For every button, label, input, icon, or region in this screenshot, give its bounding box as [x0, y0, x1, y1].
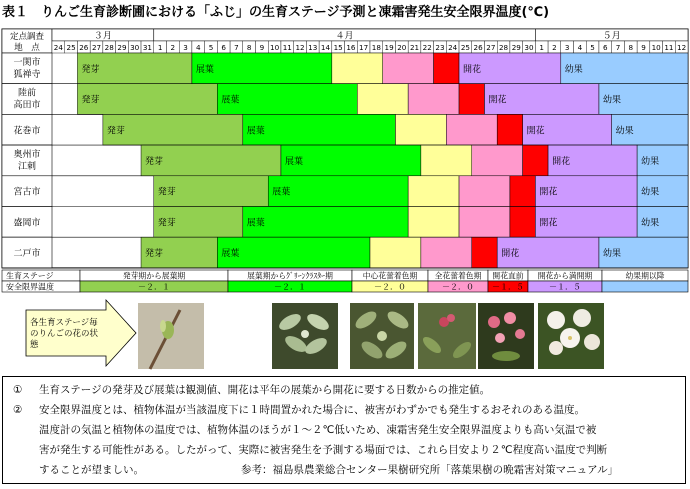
stage-bar-label: 展葉 [246, 218, 265, 229]
stage-bar-label: 発芽 [145, 249, 164, 260]
note-2-line-4: することが望ましい。 [39, 464, 144, 476]
stage-bar-label: 展葉 [221, 95, 240, 106]
stage-bar-label: 展葉 [272, 187, 291, 198]
day-label: 2 [170, 43, 176, 52]
stage-header-label: 生育ステージ [6, 271, 54, 281]
stage-bar-label: 幼果 [641, 187, 660, 198]
temp-value: －２．１ [138, 282, 170, 292]
day-label: 17 [359, 43, 369, 52]
stage-bar-label: 開花 [539, 218, 558, 229]
temp-value: －２．１ [274, 282, 306, 292]
stage-bar-label: 発芽 [81, 95, 100, 106]
day-label: 28 [498, 43, 509, 52]
day-label: 26 [79, 43, 89, 52]
day-label: 24 [448, 43, 458, 52]
day-label: 6 [603, 43, 608, 52]
day-label: 4 [195, 43, 201, 52]
stage-name-label: 開花から満開期 [537, 271, 593, 281]
photo-bud-stage [138, 303, 204, 369]
day-label: 21 [409, 43, 420, 52]
day-label: 15 [333, 43, 343, 52]
stage-bar-label: 開花 [539, 187, 558, 198]
photo-green-cluster-stage [350, 303, 414, 369]
day-label: 9 [259, 43, 265, 52]
temp-value: －１．５ [549, 282, 581, 292]
temp-value: －２．０ [442, 282, 474, 292]
day-label: 11 [664, 43, 674, 52]
location-name-line-1: 奥州市 [13, 150, 41, 161]
day-label: 4 [577, 43, 583, 52]
day-label: 18 [371, 43, 381, 52]
stage-bar-label: 開花 [526, 126, 545, 137]
stage-name-label: 発芽期から展葉期 [122, 271, 186, 281]
day-label: 25 [66, 43, 76, 52]
day-label: 3 [183, 43, 188, 52]
stage-name-label: 開花直前 [492, 271, 524, 281]
stage-bar-label: 開花 [488, 95, 507, 106]
callout-label: 各生育ステージ毎のりんごの花の状態 [30, 318, 99, 350]
month-label: ５月 [602, 31, 621, 42]
note-marker-1: ① [13, 384, 23, 396]
day-label: 1 [157, 43, 163, 52]
photo-pink-bud-stage [418, 303, 476, 369]
location-name: 二戸市 [13, 249, 41, 260]
stage-bar-label: 幼果 [615, 126, 634, 137]
day-label: 26 [473, 43, 483, 52]
stage-bar-label: 幼果 [602, 249, 621, 260]
day-label: 13 [308, 43, 318, 52]
day-label: 23 [435, 43, 445, 52]
stage-bar-label: 発芽 [81, 64, 100, 75]
temp-value: －１．５ [492, 282, 524, 292]
day-label: 24 [53, 43, 63, 52]
temp-value: －２．０ [374, 282, 406, 292]
day-label: 10 [270, 43, 280, 52]
photo-leaf-stage [272, 303, 338, 369]
photo-bloom-stage [538, 303, 604, 369]
stage-bar-label: 開花 [552, 156, 571, 167]
day-label: 29 [511, 43, 521, 52]
stage-bar-label: 展葉 [284, 156, 303, 167]
photo-prebloom-stage [478, 303, 534, 369]
day-label: 11 [282, 43, 292, 52]
note-1-line-1: 生育ステージの発芽及び展葉は観測値、開花は平年の展葉から開花に要する日数からの推定値。 [39, 384, 491, 396]
stage-name-label: 展葉期からｸﾞﾘｰﾝｸﾗｽﾀｰ期 [247, 271, 333, 281]
location-name-line-1: 一関市 [13, 58, 41, 68]
stage-bar-label: 発芽 [106, 126, 125, 137]
note-2-line-3: 害が発生する可能性がある。したがって、実際に被害発生を予測する場面では、これら目安より２℃程度高い温度で判断 [39, 444, 608, 456]
location-name: 花巻市 [13, 126, 41, 137]
day-label: 31 [142, 43, 152, 52]
day-label: 10 [651, 43, 661, 52]
stage-bar-label: 幼果 [641, 218, 660, 229]
day-label: 7 [234, 43, 239, 52]
month-label: ４月 [335, 31, 354, 42]
day-label: 8 [628, 43, 634, 52]
location-name-line-1: 陸前 [17, 88, 37, 99]
location-name-line-2: 高田市 [13, 100, 41, 111]
stage-bar-label: 開花 [463, 64, 482, 75]
day-label: 29 [117, 43, 127, 52]
stage-bar-label: 発芽 [157, 218, 176, 229]
day-label: 6 [221, 43, 227, 52]
day-label: 9 [641, 43, 646, 52]
corner-label-top: 定点調査 [9, 32, 45, 42]
day-label: 28 [104, 43, 114, 52]
stage-bar-label: 発芽 [145, 156, 164, 167]
day-label: 27 [486, 43, 496, 52]
stage-name-label: 幼果期以降 [625, 271, 665, 281]
day-label: 5 [208, 43, 214, 52]
location-name: 盛岡市 [13, 218, 41, 229]
location-name-line-2: 江刺 [17, 162, 37, 173]
stage-bar-label: 発芽 [157, 187, 176, 198]
note-2-line-2: 温度計の気温と植物体の温度では、植物体温のほうが１～２℃低いため、凍霜害発生安全限界温度よりも高い気温で被 [39, 424, 597, 436]
stage-bar-label: 展葉 [246, 126, 265, 137]
day-label: 1 [539, 43, 545, 52]
stage-bar-label: 幼果 [564, 64, 583, 75]
location-name-line-2: 狐禅寺 [13, 70, 41, 80]
day-label: 12 [677, 43, 687, 52]
month-label: ３月 [93, 31, 112, 42]
day-label: 2 [552, 43, 557, 52]
stage-bar-label: 幼果 [641, 156, 660, 167]
note-reference: 参考：福島県農業総合センター果樹研究所「落葉果樹の晩霜害対策マニュアル」 [241, 464, 619, 476]
location-name: 宮古市 [13, 187, 41, 198]
page-title: 表１ りんご生育診断圃における「ふじ」の生育ステージ予測と凍霜害発生安全限界温度(℃) [2, 5, 550, 20]
day-label: 30 [130, 43, 140, 52]
stage-name-label: 全花蕾着色期 [434, 271, 482, 281]
stage-name-label: 中心花蕾着色期 [362, 271, 418, 281]
day-label: 25 [460, 43, 470, 52]
stage-bar-label: 開花 [501, 249, 520, 260]
day-label: 20 [397, 43, 407, 52]
day-label: 27 [91, 43, 102, 52]
day-label: 3 [564, 43, 570, 52]
day-label: 22 [422, 43, 432, 52]
day-label: 5 [590, 43, 595, 52]
notes-box [2, 376, 686, 484]
day-label: 8 [246, 43, 252, 52]
note-marker-2: ② [13, 404, 23, 416]
temp-header-label: 安全限界温度 [6, 282, 54, 292]
corner-label-bottom: 地 点 [14, 43, 40, 53]
day-label: 14 [320, 43, 331, 52]
day-label: 19 [384, 43, 394, 52]
stage-bar-label: 展葉 [221, 249, 240, 260]
stage-bar-label: 展葉 [195, 64, 214, 75]
stage-bar-label: 幼果 [602, 95, 621, 106]
note-2-line-1: 安全限界温度とは、植物体温が当該温度下に１時間置かれた場合に、被害がわずかでも発生するおそれのある温度。 [39, 404, 585, 416]
day-label: 16 [346, 43, 356, 52]
day-label: 12 [295, 43, 305, 52]
day-label: 7 [615, 43, 621, 52]
day-label: 30 [524, 43, 534, 52]
